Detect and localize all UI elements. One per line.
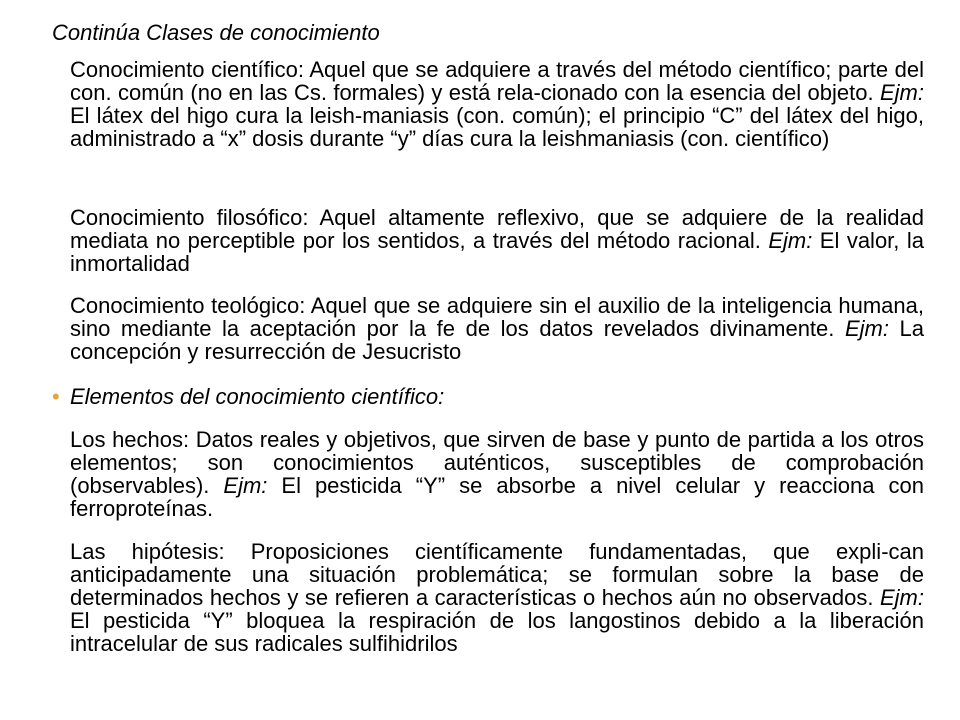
paragraph-text: Los hechos: Datos reales y objetivos, que sirven de base y punto de partida a los otros elementos; son conocimientos auténticos, susceptibles de comprobación (observables). [70,427,924,498]
example-label: Ejm: [880,80,924,105]
example-text: El pesticida “Y” se absorbe a nivel celular y reacciona con ferroproteínas. [70,473,924,521]
paragraph-text: Conocimiento científico: Aquel que se adquiere a través del método científico; parte del con. común (no en las Cs. formales) y está rela-cionado con la esencia del objeto. [70,57,924,105]
bullet-elementos [52,384,444,410]
paragraph-text: Conocimiento filosófico: Aquel altamente reflexivo, que se adquiere de la realidad mediata no perceptible por los sentidos, a través del método racional. [70,205,924,253]
example-text: El valor, la inmortalidad [70,228,924,276]
example-text: La concepción y resurrección de Jesucristo [70,316,924,364]
example-label: Ejm: [844,316,889,341]
example-text: El látex del higo cura la leish-maniasis (con. común); el principio “C” del látex del higo, administrado a “x” dosis durante “y” días cura la leishmaniasis (con. científico) [70,103,924,151]
paragraph-text: Las hipótesis: Proposiciones científicamente fundamentadas, que expli-can anticipadamente una situación problemática; se formulan sobre la base de determinados hechos y se refieren a características o hechos aún no observados. [70,539,924,610]
bullet-icon: • [52,384,60,409]
paragraph-conocimiento-cientifico [70,58,924,150]
paragraph-los-hechos [70,428,924,520]
paragraph-conocimiento-filosofico [70,206,924,275]
bullet-text: Elementos del conocimiento científico: [70,384,445,409]
example-label: Ejm: [880,585,924,610]
paragraph-conocimiento-teologico [70,294,924,363]
paragraph-las-hipotesis [70,540,924,655]
example-label: Ejm: [768,228,813,253]
slide-heading: Continúa Clases de conocimiento [52,20,380,45]
paragraph-text: Conocimiento teológico: Aquel que se adquiere sin el auxilio de la inteligencia humana, sino mediante la aceptación por la fe de los datos revelados divinamente. [70,293,924,341]
example-text: El pesticida “Y” bloquea la respiración de los langostinos debido a la liberación intracelular de sus radicales sulfihidrilos [70,608,924,656]
example-label: Ejm: [223,473,268,498]
